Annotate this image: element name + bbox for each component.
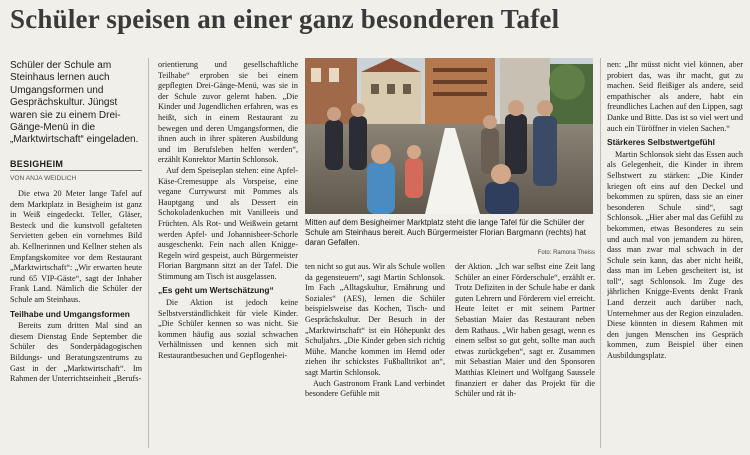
photo-illustration (305, 58, 593, 214)
paragraph: Die etwa 20 Meter lange Tafel auf dem Marktplatz in Besigheim ist ganz in Weiß eingedeckt. Teller, Gläser, Besteck und die kunstvoll gefalteten Servietten geben ein vornehmes Bild ab. Kellnerinnen und Kellner stehen als Empfangskomitee vor dem Restaurant „Marktwirtschaft“: „Wir erwarten heute rund 65 VIP-Gäste“, sagt der Inhaber Frank Land. Nämlich die Schüler der Schule am Steinhaus. (10, 189, 142, 304)
subheading: Stärkeres Selbstwertgefühl (607, 137, 715, 148)
intro-teaser: Schüler der Schule am Steinhaus lernen auch Umgangsformen und Gesprächskultur. Jüngst waren sie zu einem Drei-Gänge-Menü in die „Marktwirtschaft“ eingeladen. (10, 60, 139, 146)
paragraph: der Aktion. „Ich war selbst eine Zeit lang Schüler an einer Förderschule“, erzählt er. Trotz Defiziten in der Schule habe er dank guten Lehrern und Förderern viel erreicht. Heute leitet er mit seinem Partner Sebastian Maier das Restaurant neben dem Rathaus. „Wir haben gesagt, wenn es einem selbst so gut geht, sollte man auch etwas zurückgeben“, sagt er. Zusammen mit Sebastian Maier und den Sponsoren Matthias Kleinert und Wolfgang Saussele finanziert er daher das Projekt für die Schüler und rät ih- (455, 262, 595, 399)
paragraph: Auf dem Speiseplan stehen: eine Apfel-Käse-Cremesuppe als Vorspeise, eine vegane Currywurst mit Pommes als Hauptgang und als Dessert ein Schokoladenkuchen mit Vanilleeis und Früchten. Als Rot- und Weißwein getarnt werden Apfel- und Johannisbeer-Schorle ausgeschenkt. Fein nach allen Knigge-Regeln wird gespeist, auch Bürgermeister Florian Bargmann sitzt an der Tafel. Die Stimmung am Tisch ist ausgelassen. (158, 165, 298, 281)
column-1 (10, 60, 142, 450)
photo-caption (305, 218, 595, 258)
divider (10, 170, 142, 171)
paragraph: Auch Gastronom Frank Land verbindet besondere Gefühle mit (305, 378, 445, 399)
column-5 (607, 60, 743, 450)
column-3 (305, 262, 445, 448)
paragraph: nen: „Ihr müsst nicht viel können, aber probiert das, was ihr macht, gut zu machen. Seid fleißiger als andere, seid empathischer als andere, habt ein freundliches Lachen auf den Lippen, sagt Danke und Bitte. Das ist so viel wert und auch ein Türöffner in vielen Sachen.“ (607, 60, 743, 133)
headline: Schüler speisen an einer ganz besonderen Tafel (10, 4, 560, 34)
column-4 (455, 262, 595, 448)
caption-text: Mitten auf dem Besigheimer Marktplatz steht die lange Tafel für die Schüler der Schule am Steinhaus bereit. Auch Bürgermeister Florian Bargmann (rechts) hat daran Gefallen. (305, 218, 587, 247)
dateline: BESIGHEIM (10, 158, 64, 169)
byline: VON ANJA WEIDLICH (10, 175, 77, 183)
paragraph: orientierung und gesellschaftliche Teilhabe“ erproben sie bei einem gepflegten Drei-Gänge-Menü, was sie in der Schule zuvor gelernt haben. „Die Kinder und Jugendlichen erfahren, was es heißt, sich in einem Restaurant zu bewegen und deren Umgangsformen, die ihnen auch in ihrer späteren Ausbildung und im Berufsleben helfen werden“, erzählt Konrektor Martin Schlonsok. (158, 60, 298, 165)
column-divider (600, 58, 601, 448)
paragraph: Martin Schlonsok sieht das Essen auch als Gelegenheit, die Kinder in ihrem Selbstwert zu stärken: „Die Kinder kriegen oft eins auf den Deckel und bekommen zu spüren, dass sie an einer besonderen Schule sind“, sagt Schlonsok. „Hier aber mal das Gefühl zu bekommen, etwas Besonderes zu sein und auch mal von jemandem zu hören, dass man zwar mal schwach in der Schule sein kann, das aber nicht heißt, dass man im Leben gescheitert ist, ist toll“, sagt Schlonsok. Im Zuge des jährlichen Knigge-Events denkt Frank Land derzeit auch darüber nach, Unternehmer aus der Region einzuladen. Diese könnten in diesem Rahmen mit den jungen Menschen ins Gespräch kommen, zum Beispiel über einen Ausbildungsplatz. (607, 149, 743, 361)
photo-credit: Foto: Ramona Theiss (537, 250, 595, 256)
subheading: „Es geht um Wertschätzung“ (158, 285, 274, 296)
column-divider (148, 58, 149, 448)
column-2 (158, 60, 298, 450)
paragraph: ten nicht so gut aus. Wir als Schule wollen da gegensteuern“, sagt Martin Schlonsok. Im Fach „Alltagskultur, Ernährung und Soziales“ (AES), lernen die Schüler beispielsweise das Kochen, Tisch- und Gesprächskultur. Der Besuch in der „Marktwirtschaft“ ist ein Höhepunkt des Schuljahrs. „Die Kinder geben sich richtig Mühe. Manche kommen im Hemd oder ziehen ihr schickstes Fußballtrikot an“, sagt Martin Schlonsok. (305, 262, 445, 377)
paragraph: Die Aktion ist jedoch keine Selbstverständlichkeit für viele Kinder. „Die Schüler kennen so was nicht. Sie kommen häufig aus sozial schwachen Verhältnissen und kennen sich mit Restaurantbesuchen und Gepflogenhei- (158, 298, 298, 361)
paragraph: Bereits zum dritten Mal sind an diesem Dienstag Ende September die Schüler des Sonderpädagogischen Bildungs- und Beratungszentrums zu Gast in der „Marktwirtschaft“. Im Rahmen der Unterrichtseinheit „Berufs- (10, 321, 142, 384)
subheading: Teilhabe und Umgangsformen (10, 308, 130, 319)
article-photo (305, 58, 593, 214)
